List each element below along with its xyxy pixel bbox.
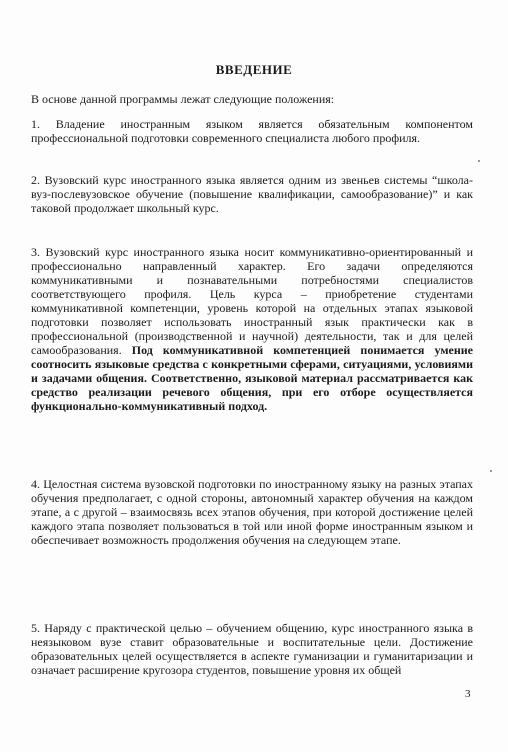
paragraph-5-text: 5. Наряду с практической целью – обучением общению, курс иностранного языка в неязыковом вузе ставит образовательные и воспитательные цели. Достижение образовательных целей осуществляется в аспекте гуманизации и гуманитаризации и означает расширение кругозора студентов, повышение уровня их общей: [31, 621, 473, 677]
scan-speck: [490, 470, 492, 472]
paragraph-4: [31, 477, 473, 547]
scan-speck: [478, 160, 480, 162]
paragraph-2-text: 2. Вузовский курс иностранного языка является одним из звеньев системы “школа-вуз-послевузовское обучение (повышение квалификации, самообразование)” и как таковой продолжает школьный курс.: [31, 173, 473, 215]
paragraph-3-text: 3. Вузовский курс иностранного языка носит коммуникативно-ориентированный и профессионально направленный характер. Его задачи определяются коммуникативными и познавательными потребностями специалистов соответствующего профиля. Цель курса – приобретение студентами коммуникативной компетенции, уровень которой на отдельных этапах языковой подготовки позволяет использовать иностранный язык практически как в профессиональной (производственной и научной) деятельности, так и для целей самообразования.: [31, 245, 473, 357]
paragraph-4-text: 4. Целостная система вузовской подготовки по иностранному языку на разных этапах обучения предполагает, с одной стороны, автономный характер обучения на каждом этапе, а с другой – взаимосвязь всех этапов обучения, при которой достижение целей каждого этапа позволяет пользоваться в той или иной форме иностранным языком и обеспечивает возможность продолжения обучения на следующем этапе.: [31, 477, 473, 547]
paragraph-1: [31, 117, 473, 145]
paragraph-3-bold-text: Под коммуникативной компетенцией понимается умение соотносить языковые средства с конкретными сферами, ситуациями, условиями и задачами общения. Соответственно, языковой материал рассматривается как средство реализации речевого общения, при его отборе осуществляется функционально-коммуникативный подход.: [31, 343, 473, 413]
paragraph-2: [31, 173, 473, 215]
page-title: ВВЕДЕНИЕ: [215, 62, 293, 77]
page-number: 3: [465, 688, 471, 700]
paragraph-3: [31, 245, 473, 413]
paragraph-5: [31, 621, 473, 677]
paragraph-1-text: 1. Владение иностранным языком является обязательным компонентом профессиональной подготовки современного специалиста любого профиля.: [31, 117, 473, 145]
intro-text: В основе данной программы лежат следующие положения:: [31, 92, 335, 106]
